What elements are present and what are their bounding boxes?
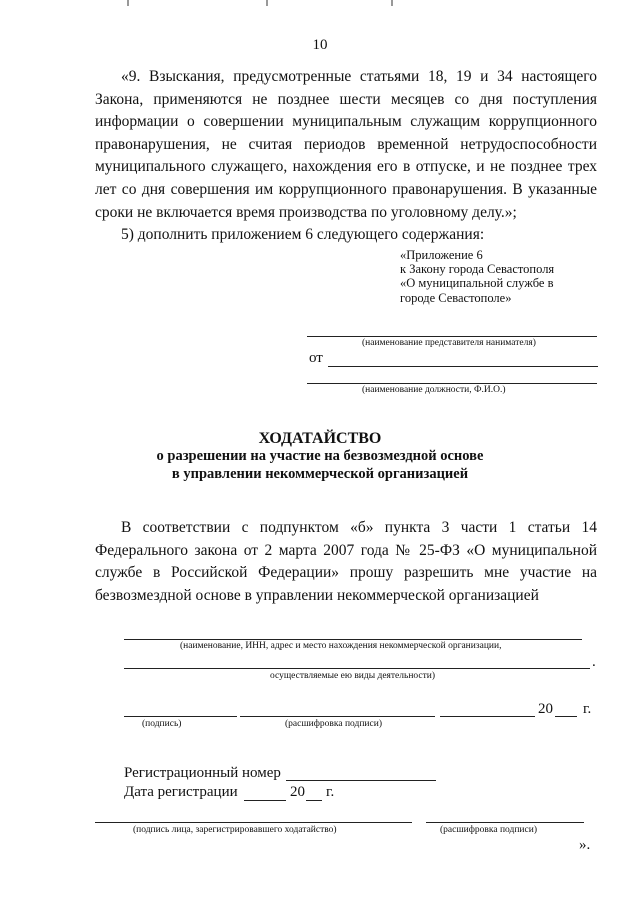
from-label: от (309, 350, 323, 366)
trailing-dot: . (592, 654, 596, 670)
registration-date-label: Дата регистрации (124, 784, 238, 800)
signature-caption: (подпись) (142, 719, 182, 729)
year-prefix: 20 (538, 701, 553, 717)
document-title: ХОДАТАЙСТВО (258, 430, 382, 447)
activity-caption: осуществляемые ею виды деятельности) (270, 671, 436, 681)
closing-quote: ». (579, 837, 591, 853)
employer-caption: (наименование представителя нанимателя) (362, 338, 536, 348)
org-field-line[interactable] (124, 639, 582, 640)
activity-field-line[interactable] (124, 668, 590, 669)
appendix-line: «О муниципальной службе в городе Севастополе» (400, 276, 554, 305)
year-suffix: г. (583, 701, 592, 717)
registration-number-line[interactable] (286, 780, 436, 781)
petition-body: В соответствии с подпунктом «б» пункта 3 части 1 статьи 14 Федерального закона от 2 марта 2007 года № 25-ФЗ «О муниципальной службе в Российской Федерации» прошу разрешить мне участие на безвозмездной основе в управлении некоммерческой организацией (95, 519, 597, 604)
signature-line[interactable] (124, 716, 237, 717)
position-caption: (наименование должности, Ф.И.О.) (362, 385, 506, 395)
registration-year-line[interactable] (306, 800, 322, 801)
signature-decode-line[interactable] (240, 716, 435, 717)
paragraph-9: «9. Взыскания, предусмотренные статьями 18, 19 и 34 настоящего Закона, применяются не позднее шести месяцев со дня поступления информации о совершении муниципальным служащим коррупционного правонарушения, не считая периодов временной нетрудоспособности муниципального служащего, нахождения его в отпуске, и не позднее трех лет со дня совершения им коррупционного правонарушения. В указанные сроки не включается время производства по уголовному делу.»; (95, 68, 597, 221)
appendix-line: к Закону города Севастополя (400, 262, 555, 277)
scan-mark (266, 0, 268, 6)
registrar-decode-line[interactable] (426, 822, 584, 823)
appendix-heading (400, 248, 590, 305)
registrar-caption: (подпись лица, зарегистрировавшего ходатайство) (133, 825, 337, 835)
document-subtitle: в управлении некоммерческой организацией (171, 466, 469, 482)
registration-year-prefix: 20 (290, 784, 305, 800)
registration-year-suffix: г. (326, 784, 335, 800)
decode-caption: (расшифровка подписи) (285, 719, 382, 729)
date-line[interactable] (440, 716, 535, 717)
employer-field-line[interactable] (307, 336, 597, 337)
from-field-line[interactable] (328, 366, 598, 367)
item-5: 5) дополнить приложением 6 следующего содержания: (121, 226, 485, 243)
registration-date-line[interactable] (244, 800, 286, 801)
year-line[interactable] (555, 716, 577, 717)
appendix-line: «Приложение 6 (400, 248, 483, 262)
org-caption: (наименование, ИНН, адрес и место нахождения некоммерческой организации, (180, 641, 502, 651)
scan-mark (391, 0, 393, 6)
registration-number-label: Регистрационный номер (124, 765, 281, 781)
document-subtitle: о разрешении на участие на безвозмездной основе (156, 448, 484, 464)
registrar-decode-caption: (расшифровка подписи) (440, 825, 537, 835)
scan-mark (127, 0, 129, 6)
page-number: 10 (312, 37, 328, 53)
registrar-signature-line[interactable] (95, 822, 412, 823)
position-field-line[interactable] (307, 383, 597, 384)
